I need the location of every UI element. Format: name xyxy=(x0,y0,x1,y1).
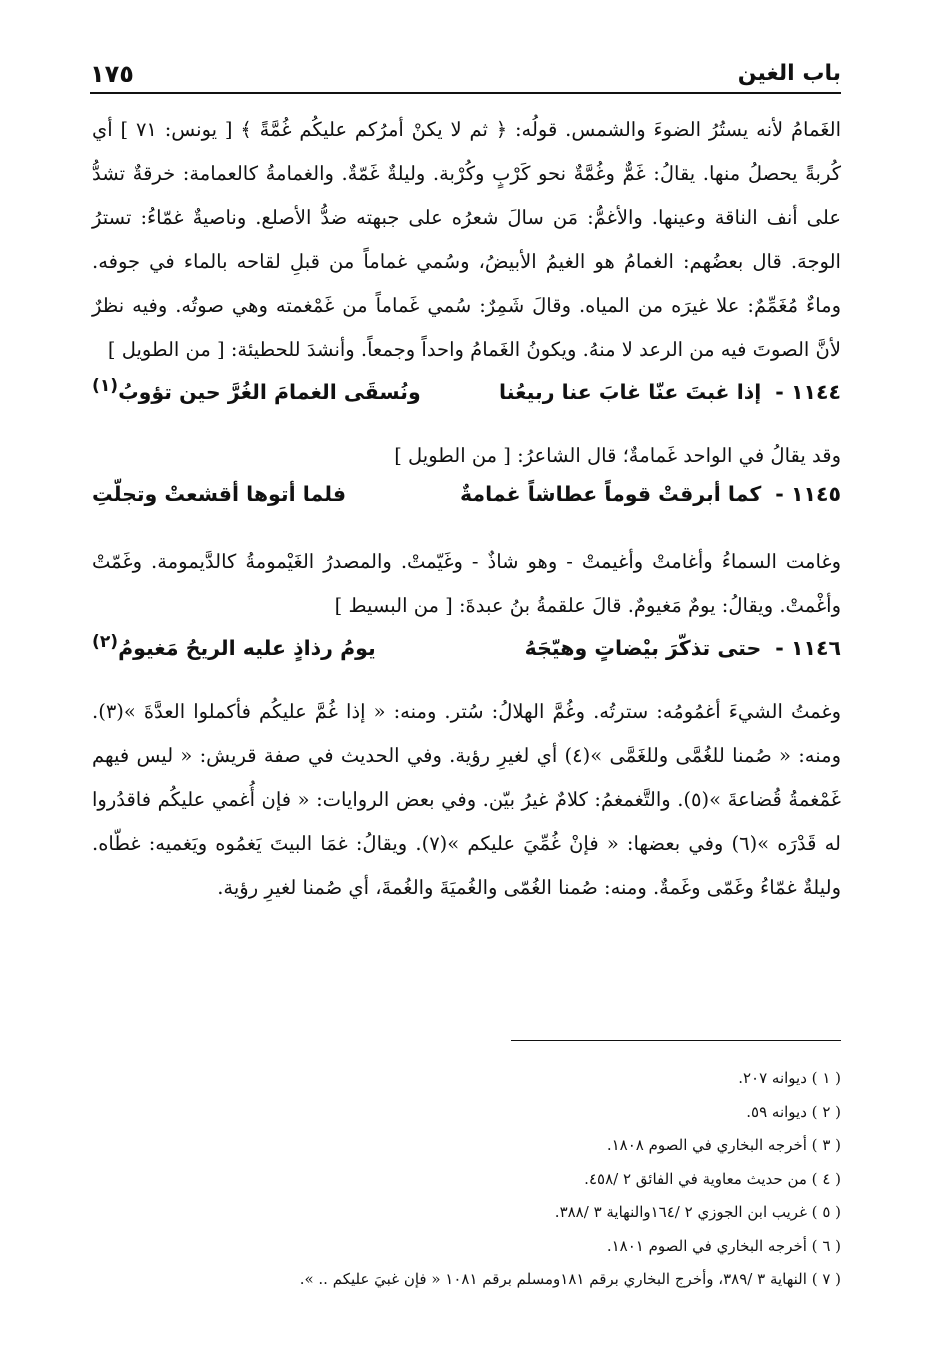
poetry-verse xyxy=(92,376,841,428)
footnote: ( ٦ ) أخرجه البخاري في الصوم ١٨٠١. xyxy=(606,1236,841,1255)
text-line: وقد يقالُ في الواحد غَمامةٌ؛ قال الشاعرُ: [ من الطويل ] xyxy=(394,444,841,467)
page-number: ١٧٥ xyxy=(90,60,134,88)
text-line: العدَّةَ »(٣). ومنه: « صُمنا للغُمَّى وللغَمَّى »(٤) أي لغيرِ رؤية. وفي الحديث في صفة xyxy=(92,700,842,767)
text-line: غماماً من قبلِ لقاحه بالماء في جوفه. وماءٌ مُغَمِّمٌ: علا غيرَه من المياه. وقالَ شَمِرٌ: سُمي xyxy=(92,250,841,317)
main-text xyxy=(92,108,841,910)
hemistich-text: يومُ رذاذٍ عليه الريحُ مَغيومُ xyxy=(118,635,376,660)
footnote: ( ٢ ) ديوانه ٥٩. xyxy=(746,1102,841,1121)
footnote: ( ٣ ) أخرجه البخاري في الصوم ١٨٠٨. xyxy=(606,1136,841,1154)
paragraph xyxy=(92,434,841,478)
text-line: وغامت السماءُ وأغامتْ وأغيمتْ - وهو شاذٌ - وغَيّمتْ. والمصدرُ الغَيْمومةُ xyxy=(245,550,841,573)
chapter-title: باب الغين xyxy=(737,61,841,86)
verse-number: ١١٤٤ - xyxy=(775,379,841,404)
verse-first-hemistich: إذا غبتَ عنّا غابَ عنا ربيعُنا xyxy=(499,379,762,404)
footnote: ( ٤ ) من حديث معاوية في الفائق ٢ /٤٥٨. xyxy=(584,1169,841,1188)
text-line: « فإن أُغمي عليكُم فاقدُروا له قَدْرَه »(٦) وفي بعضها: « فإنْ غُمِّيَ عليكم »(٧). ويقالُ: غمَا xyxy=(92,788,841,855)
footnote: ( ٥ ) غريب ابن الجوزي ٢ /١٦٤والنهاية ٣ /٣٨٨. xyxy=(554,1203,841,1221)
page-header xyxy=(90,52,841,94)
verse-first-hemistich: كما أبرقتْ قوماً عطاشاً غمامةٌ xyxy=(460,482,762,506)
verse-number: ١١٤٥ - xyxy=(775,482,841,506)
text-line: واحداً وجمعاً. وأنشدَ للحطيئة: [ من الطويل ] xyxy=(107,338,464,361)
paragraph xyxy=(92,690,841,910)
verse-second-hemistich xyxy=(92,376,427,404)
footnote-separator xyxy=(511,1040,841,1041)
hemistich-text: فلما أتوها أقشعتْ وتجلّتِ xyxy=(92,482,346,506)
hemistich-text: ونُسقَى الغمامَ الغُرَّ حين تؤوبُ xyxy=(118,379,421,404)
verse-number: ١١٤٦ - xyxy=(775,635,841,660)
verse-second-hemistich xyxy=(92,632,427,660)
footnotes xyxy=(90,1062,841,1297)
text-line: غَماماً من غَمْغمته وهي صوتُه. وفيه نظرٌ لأنَّ الصوتَ فيه من الرعد لا منهُ. ويكونُ الغَمامُ xyxy=(92,294,841,361)
verse-second-hemistich xyxy=(92,482,427,506)
text-line: الغَمامُ لأنه يستُرُ الضوءَ والشمس. قولُه: ﴿ ثم لا يكنْ أمرُكم عليكُم غُمَّةً ﴾ xyxy=(240,118,841,141)
text-line: قريش: « ليس فيهم غَمْغمةُ قُضاعةَ »(٥). والتَّغمغمُ: كلامٌ غيرُ بيّن. وفي بعض الروايات: xyxy=(92,744,841,811)
footnote-ref: (١) xyxy=(92,376,119,396)
text-line: كالدَّيمومة. وغَمّتْ وأغْمتْ. ويقالُ: يومٌ مَغيومٌ. قالَ علقمةُ بنُ عبدةَ: [ من البسيط ] xyxy=(92,550,841,617)
text-line: البيتَ يَغمُوه ويَغميه: غطّاه. وليلةٌ غمّاءُ وغَمّى وغَمةٌ. ومنه: صُمنا الغُمّى والغُميَةَ والغُمةَ، xyxy=(92,832,841,899)
text-line: والغمامةُ كالعمامة: خرقةٌ تشدُّ على أنف الناقة وعينها. والأغمُّ: مَن سالَ شعرُه على جبهته xyxy=(92,162,841,229)
paragraph xyxy=(92,540,841,628)
text-line: أي صُمنا لغيرِ رؤية. xyxy=(217,876,370,899)
poetry-verse xyxy=(92,482,841,534)
footnote: ( ١ ) ديوانه ٢٠٧. xyxy=(738,1069,841,1087)
text-line: [ يونس: ٧١ ] أي كُربةً يحصلُ منها. يقالُ: غَمٌّ وغُمَّةٌ نحو كَرْبٍ وكُرْبة. وليلةٌ غَمّةٌ. xyxy=(92,118,841,185)
footnote: ( ٧ ) النهاية ٣ /٣٨٩، وأخرج البخاري برقم ١٨١ومسلم برقم ١٠٨١ « فإن غبيَ عليكم .. ». xyxy=(299,1270,841,1288)
footnote-ref: (٢) xyxy=(92,632,119,652)
paragraph xyxy=(92,108,841,372)
text-line: وغمتُ الشيءَ أغمُومُه: سترتُه. وغُمَّ الهلالُ: سُتر. ومنه: « إذا غُمَّ عليكُم فأكملوا xyxy=(193,700,841,723)
verse-first-hemistich: حتى تذكّرَ بيْضاتٍ وهيّجَهُ xyxy=(524,635,762,660)
poetry-verse xyxy=(92,632,841,684)
text-line: ضدُّ الأصلع. وناصيةٌ غمّاءُ: تسترُ الوجهَ. قال بعضُهم: الغمامُ هو الغيمُ الأبيضُ، وسُمي xyxy=(92,206,841,273)
